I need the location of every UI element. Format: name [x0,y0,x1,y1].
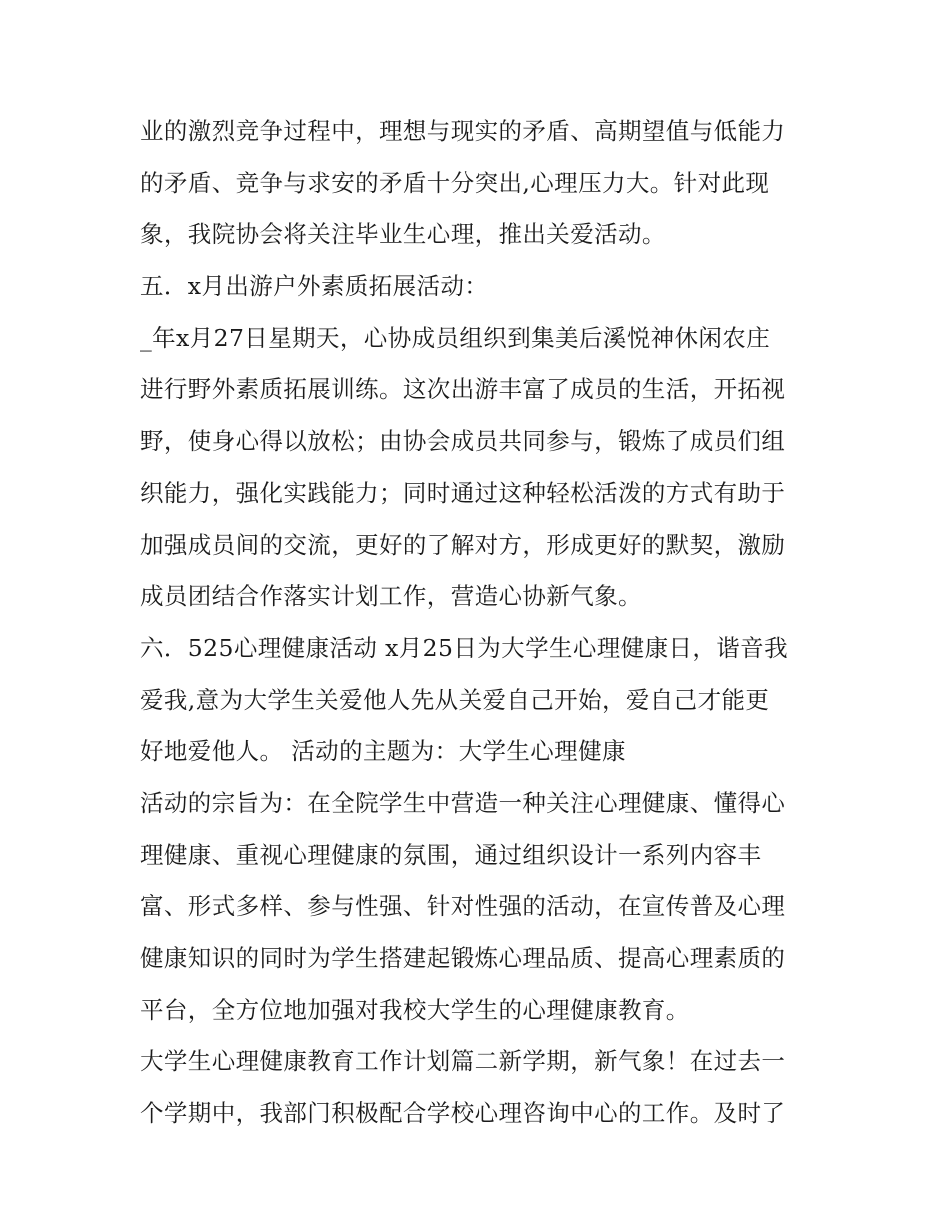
text-line: 好地爱他人。 活动的主题为：大学生心理健康 [140,737,626,766]
section-heading: 六．525心理健康活动 x月25日为大学生心理健康日，谐音我 [140,633,788,662]
text-line: 野，使身心得以放松；由协会成员共同参与，锻炼了成员们组 [140,427,786,456]
text-line: 平台，全方位地加强对我校大学生的心理健康教育。 [140,995,690,1024]
text-line: 富、形式多样、参与性强、针对性强的活动，在宣传普及心理 [140,892,786,921]
text-line: 个学期中，我部门积极配合学校心理咨询中心的工作。及时了 [140,1099,786,1128]
document-body [140,106,820,1140]
text-line: _年x月27日星期天，心协成员组织到集美后溪悦神休闲农庄 [140,323,771,352]
text-line: 成员团结合作落实计划工作，营造心协新气象。 [140,582,642,611]
section-heading: 五．x月出游户外素质拓展活动： [140,272,489,301]
text-line: 织能力，强化实践能力；同时通过这种轻松活泼的方式有助于 [140,478,786,507]
text-line: 理健康、重视心理健康的氛围，通过组织设计一系列内容丰 [140,840,762,869]
text-line: 加强成员间的交流，更好的了解对方，形成更好的默契，激励 [140,530,786,559]
text-line: 大学生心理健康教育工作计划篇二新学期，新气象！在过去一 [140,1047,786,1076]
text-line: 的矛盾、竞争与求安的矛盾十分突出,心理压力大。针对此现 [140,168,770,197]
text-line: 健康知识的同时为学生搭建起锻炼心理品质、提高心理素质的 [140,944,786,972]
text-line: 象，我院协会将关注毕业生心理，推出关爱活动。 [140,220,666,249]
text-line: 业的激烈竞争过程中，理想与现实的矛盾、高期望值与低能力 [140,117,786,145]
text-line: 爱我,意为大学生关爱他人先从关爱自己开始，爱自己才能更 [140,685,770,714]
text-line: 活动的宗旨为：在全院学生中营造一种关注心理健康、懂得心 [140,788,786,817]
text-line: 进行野外素质拓展训练。这次出游丰富了成员的生活，开拓视 [140,375,786,404]
